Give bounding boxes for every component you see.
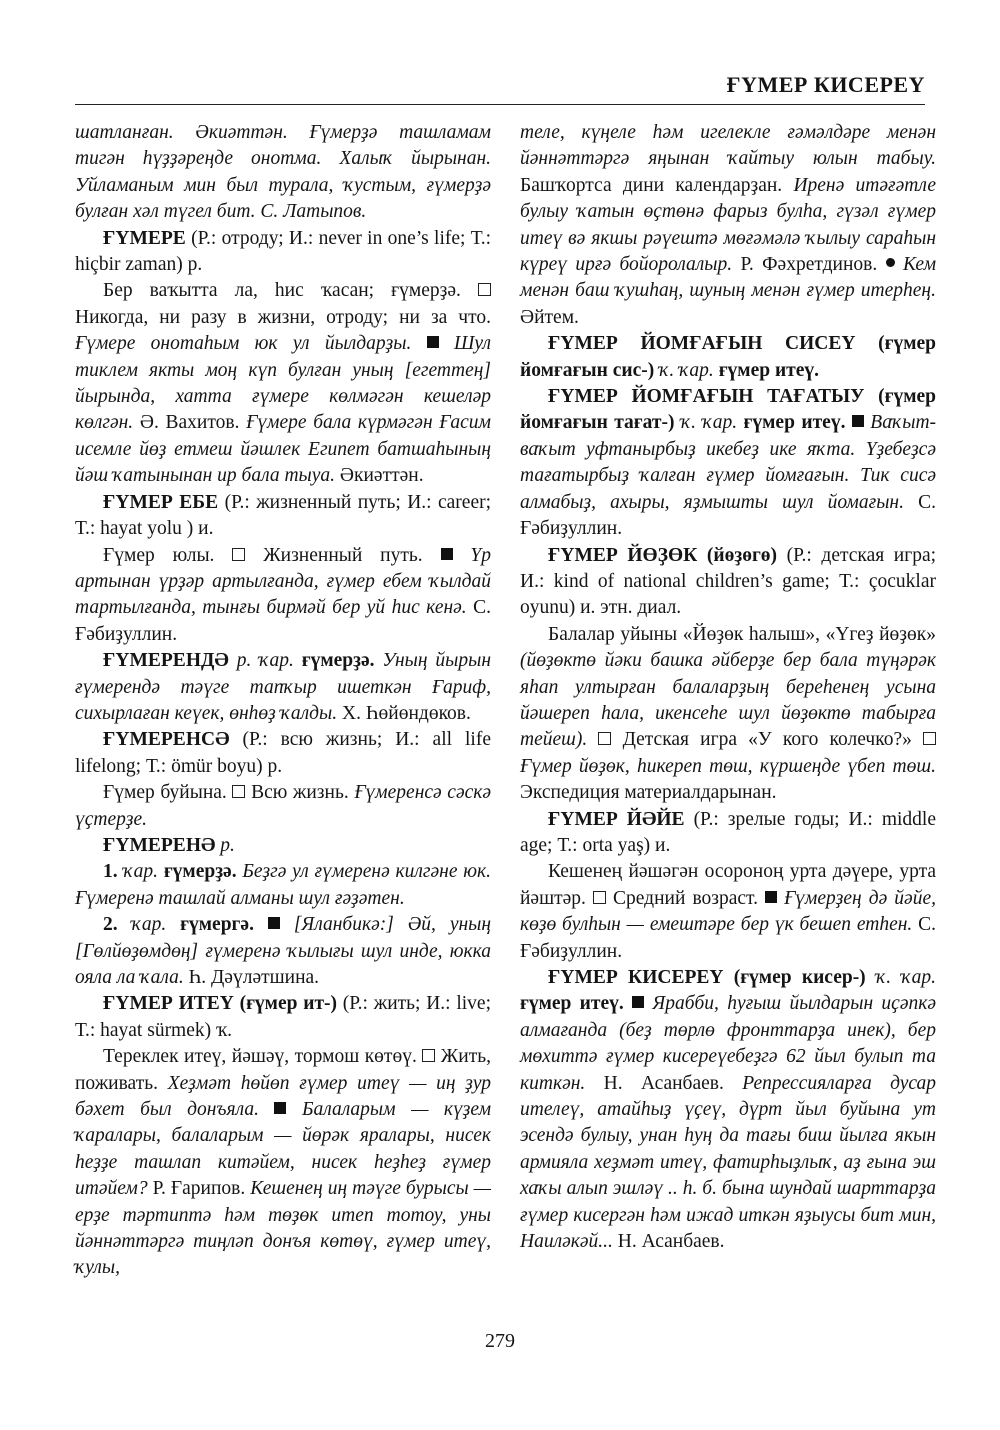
page-number: 279 bbox=[485, 1330, 515, 1352]
entry-gumer-yaye-body: Кешенең йәшәгән осороноң урта дәүере, урта йәштәр. Средний возраст. Ғүмерҙең дә йәйе, көҙө булһын — емештәре бер үк бешеп етһен. С. Ғәбиҙуллин. bbox=[520, 861, 936, 962]
headword: ҒҮМЕР КИСЕРЕҮ bbox=[548, 967, 724, 988]
example-marker-icon bbox=[441, 548, 453, 560]
entry-gumer-iteu-body: Тереклек итеү, йәшәү, тормош көтөү. Жить, поживать. Хеҙмәт һөйөп ғүмер итеү — иң ҙур бәхет был донъяла. Балаларым — күҙем ҡаралары, балаларым — йөрәк яралары, нисек һеҙҙе ташлап китәйем, нисек һеҙһеҙ ғүмер итәйем? Р. Ғарипов. Кешенең иң тәүге бурысы — ерҙе тәртиптә һәм төҙөк итеп тотоу, уны йәннәттәргә тиңләп донъя көтөү, ғүмер итеү, ҡулы, bbox=[75, 1046, 492, 1279]
continuation-paragraph: теле, күңеле һәм игелекле ғәмәлдәре менән йәннәттәргә яңынан ҡайтыу юлын табыу. Башҡортса дини календарҙан. Иренә итәғәтле булыу ҡатын өҫтөнә фарыз булһа, гүзәл ғүмер итеү вә якшы рәүештә мөғәмәлә ҡылыу сараһын күреү ирғә бойоролалыр. Р. Фәхретдинов. Кем менән баш ҡушһаң, шуның менән ғүмер итерһең. Әйтем. bbox=[520, 122, 937, 328]
headword: ҒҮМЕР ЕБЕ bbox=[103, 491, 219, 513]
sense-1: 1. ҡар. ғүмерҙә. Беҙгә ул ғүмеренә килгәне юк. Ғүмеренә ташлай алманы шул ғәҙәтен. bbox=[75, 861, 491, 909]
entry-gumer-yaye: ҒҮМЕР ЙӘЙЕ (Р.: зрелые годы; И.: middle age; Т.: orta yaş) и. bbox=[520, 808, 937, 856]
headword: ҒҮМЕР ИТЕҮ (ғүмер ит-) bbox=[103, 993, 338, 1015]
example-marker-icon bbox=[427, 336, 439, 348]
example-marker-icon bbox=[274, 1102, 286, 1114]
russian-marker-icon bbox=[923, 732, 936, 745]
entry-gumer-yozok-body: Балалар уйыны «Йөҙөк һалыш», «Үгеҙ йөҙөк» (йөҙөктө йәки башка әйберҙе бер бала түңәрәк яһап ултырған балаларҙың береһенең усына йәшереп һала, икенсеһе шул йөҙөктө табырға тейеш). Детская игра «У кого колечко?» Ғүмер йөҙөк, һикереп төш, күршеңде үбеп төш. Экспедиция материалдарынан. bbox=[520, 623, 936, 804]
entry-gumer-yomgagyn-siseu: ҒҮМЕР ЙОМҒАҒЫН СИСЕҮ (ғүмер йомғағын сис-) ҡ. ҡар. ғүмер итеү. bbox=[520, 333, 936, 381]
headword: ҒҮМЕРЕНӘ bbox=[103, 834, 216, 856]
headword: ҒҮМЕР ЙӘЙЕ bbox=[548, 808, 685, 830]
entry-gumer-ebe: ҒҮМЕР ЕБЕ (Р.: жизненный путь; И.: career; Т.: hayat yolu ) и. bbox=[75, 491, 492, 540]
headword: ҒҮМЕР ЙӨҘӨК bbox=[548, 544, 698, 566]
entry-gumer-kisereu: ҒҮМЕР КИСЕРЕҮ (ғүмер кисер-) ҡ. ҡар. ғүмер итеү. Ярабби, һуғыш йылдарын иҫәпкә алмағанда (беҙ төрлө фронттарҙа инек), бер мөхиттә ғүмер кисереүебеҙгә 62 йыл булып та киткән. Н. Асанбаев. Репрессияларға дусар ителеү, атайһыҙ үҫеү, дүрт йыл буйына ут эсендә булыу, унан һуң да тағы биш йылға якын армияла хеҙмәт итеү, фатирһыҙлыҡ, аҙ ғына эш хаҡы алып эшләү .. һ. б. бына шундай шарттарҙа ғүмер кисергән һәм ижад иткән яҙыусы бит мин, Наиләкәй... Н. Асанбаев. bbox=[520, 967, 937, 1253]
entry-gumer-yomgagyn-tagatyu: ҒҮМЕР ЙОМҒАҒЫН ТАҒАТЫУ (ғүмер йомғағын тағат-) ҡ. ҡар. ғүмер итеү. Ваҡыт-ваҡыт уфтанырбыҙ икебеҙ ике яҡта. Үҙебеҙсә тағатырбыҙ ҡалған ғүмер йомғағын. Тик сисә алмабыҙ, ахыры, яҙмышты шул йомағын. С. Ғәбиҙуллин. bbox=[520, 386, 937, 540]
entry-gumerense-body: Ғүмер буйына. Всю жизнь. Ғүмеренсә сәскә үҫтерҙе. bbox=[75, 782, 492, 830]
page-header bbox=[75, 68, 925, 105]
headword: ҒҮМЕРЕНДӘ bbox=[103, 650, 229, 672]
russian-marker-icon bbox=[422, 1049, 435, 1062]
example-marker-icon bbox=[765, 891, 777, 903]
russian-marker-icon bbox=[232, 785, 245, 798]
headword: ҒҮМЕР ЙОМҒАҒЫН СИСЕҮ bbox=[548, 333, 856, 355]
right-column bbox=[520, 120, 936, 1255]
entry-gumerene: ҒҮМЕРЕНӘ р. bbox=[103, 834, 235, 856]
translations: (Р.: отроду; И.: never in one’s life; Т.: hiçbir zaman) р. bbox=[75, 227, 491, 276]
entry-gumer-ebe-body: Ғүмер юлы. Жизненный путь. Үр артынан үрҙәр артылғанда, ғүмер ебем ҡылдай тартылғанда, тынғы бирмәй бер уй һис кенә. С. Ғәбиҙуллин. bbox=[75, 544, 492, 645]
entry-gumer-yozok: ҒҮМЕР ЙӨҘӨК (йөҙөгө) (Р.: детская игра; И.: kind of national children’s game; Т.: çocuklar oyunu) и. этн. диал. bbox=[520, 544, 937, 619]
entry-gumer-iteu: ҒҮМЕР ИТЕҮ (ғүмер ит-) (Р.: жить; И.: live; Т.: hayat sürmek) ҡ. bbox=[75, 993, 492, 1041]
continuation-paragraph: шатланған. Әкиәттән. Ғүмерҙә ташламам тигән һүҙҙәреңде онотма. Халыҡ йырынан. Уйламаным мин был турала, ҡустым, ғүмерҙә булған хәл түгел бит. С. Латыпов. bbox=[75, 122, 491, 223]
headword: ҒҮМЕР ЙОМҒАҒЫН ТАҒАТЫУ bbox=[548, 386, 865, 408]
left-column bbox=[75, 120, 491, 1282]
entry-gumere bbox=[75, 226, 491, 279]
russian-marker-icon bbox=[232, 548, 245, 561]
running-head: ҒҮМЕР КИСЕРЕҮ bbox=[726, 72, 925, 97]
entry-gumerende: ҒҮМЕРЕНДӘ р. ҡар. ғүмерҙә. Уның йырын ғүмерендә тәүге тапҡыр ишеткән Ғариф, сихырлаған кеүек, өнһөҙ ҡалды. Х. Һөйөндөков. bbox=[75, 650, 492, 724]
russian-marker-icon bbox=[598, 732, 611, 745]
headword: ҒҮМЕРЕ bbox=[103, 227, 186, 249]
sense-2: 2. ҡар. ғүмергә. [Яланбикә:] Әй, уның [Гөлйөҙөмдөң] ғүмеренә ҡылығы шул инде, юкка ояла ла ҡала. Һ. Дәүләтшина. bbox=[75, 914, 492, 988]
example-marker-icon bbox=[632, 996, 644, 1008]
russian-marker-icon bbox=[593, 891, 606, 904]
entry-gumere-body: Бер ваҡытта ла, һис ҡасан; ғүмерҙә. Никогда, ни разу в жизни, отроду; ни за что. Ғүмере онотаһым юк ул йылдарҙы. Шул тиклем якты моң күп булған уның [егеттең] йырында, хатта ғүмере көлмәгән кешеләр көлгән. Ә. Вахитов. Ғүмере бала күрмәгән Ғасим исемле йөҙ етмеш йәшлек Египет батшаһының йәш ҡатынынан ир бала тыуа. Әкиәттән. bbox=[75, 280, 492, 487]
bullet-icon bbox=[886, 258, 895, 267]
example-marker-icon bbox=[852, 415, 864, 427]
headword: ҒҮМЕРЕНСӘ bbox=[103, 729, 230, 751]
entry-gumerense: ҒҮМЕРЕНСӘ (Р.: всю жизнь; И.: all life lifelong; Т.: ömür boyu) р. bbox=[75, 729, 492, 777]
russian-marker-icon bbox=[478, 283, 491, 296]
example-marker-icon bbox=[268, 917, 280, 929]
